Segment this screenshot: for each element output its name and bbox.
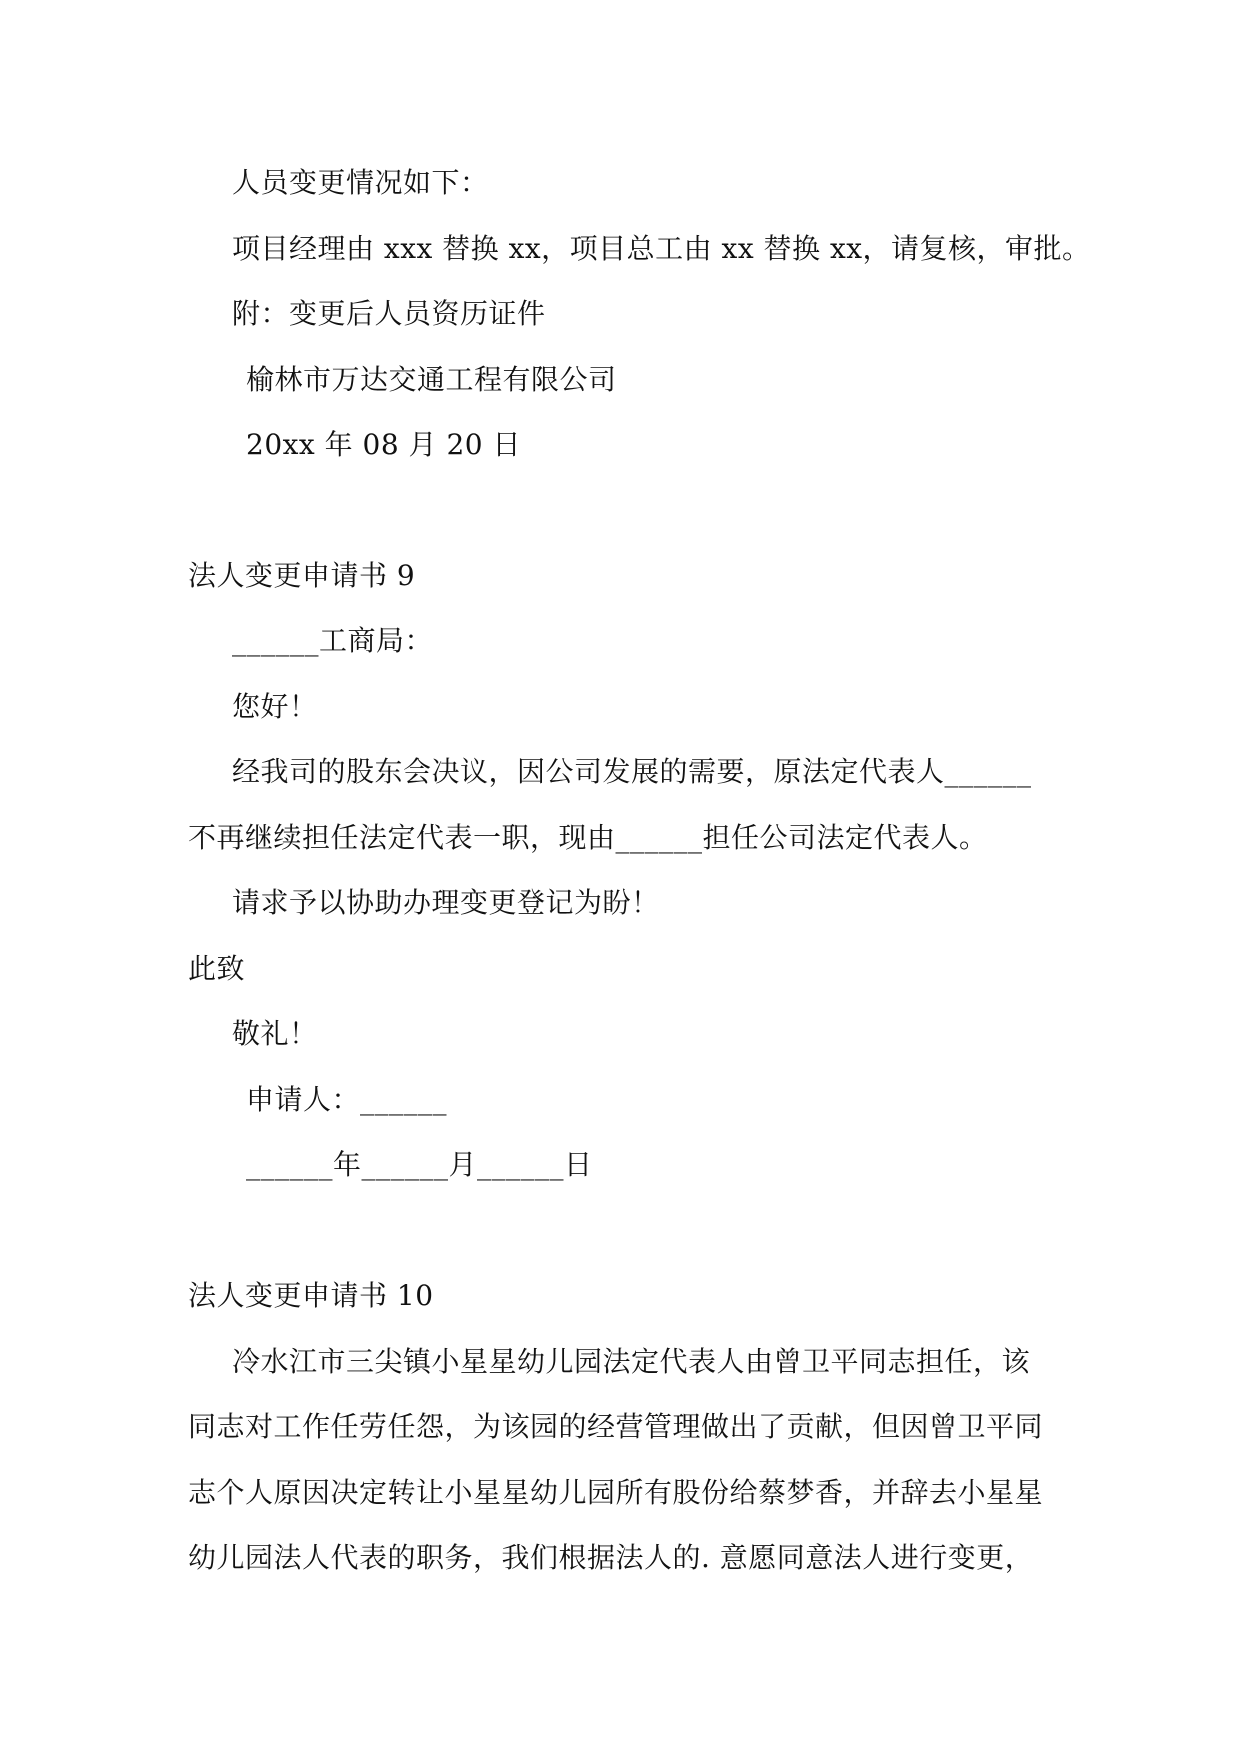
body-paragraph-line: 同志对工作任劳任怨，为该园的经营管理做出了贡献，但因曾卫平同	[188, 1410, 1044, 1443]
closing-line: 此致	[188, 952, 246, 985]
company-signature: 榆林市万达交通工程有限公司	[246, 363, 617, 396]
addressee-line: ______工商局：	[232, 624, 434, 657]
body-paragraph-line: 经我司的股东会决议，因公司发展的需要，原法定代表人______	[232, 755, 1032, 788]
personnel-change-intro: 人员变更情况如下：	[232, 166, 489, 199]
signature-date: 20xx 年 08 月 20 日	[246, 428, 521, 461]
body-paragraph-line: 志个人原因决定转让小星星幼儿园所有股份给蔡梦香，并辞去小星星	[188, 1476, 1044, 1509]
date-blank-line: ______年______月______日	[246, 1148, 593, 1181]
body-paragraph-line: 不再继续担任法定代表一职，现由______担任公司法定代表人。	[188, 821, 988, 854]
section-title-9: 法人变更申请书 9	[188, 559, 416, 592]
body-paragraph-line: 幼儿园法人代表的职务，我们根据法人的. 意愿同意法人进行变更，	[188, 1541, 1034, 1574]
greeting-line: 您好！	[232, 690, 318, 723]
attachment-note: 附：变更后人员资历证件	[232, 297, 546, 330]
section-title-10: 法人变更申请书 10	[188, 1279, 434, 1312]
applicant-line: 申请人：______	[246, 1083, 448, 1116]
request-line: 请求予以协助办理变更登记为盼！	[232, 886, 660, 919]
body-paragraph-line: 冷水江市三尖镇小星星幼儿园法定代表人由曾卫平同志担任，该	[232, 1345, 1031, 1378]
personnel-change-detail: 项目经理由 xxx 替换 xx，项目总工由 xx 替换 xx，请复核，审批。	[232, 232, 1091, 265]
salutation-line: 敬礼！	[232, 1017, 318, 1050]
